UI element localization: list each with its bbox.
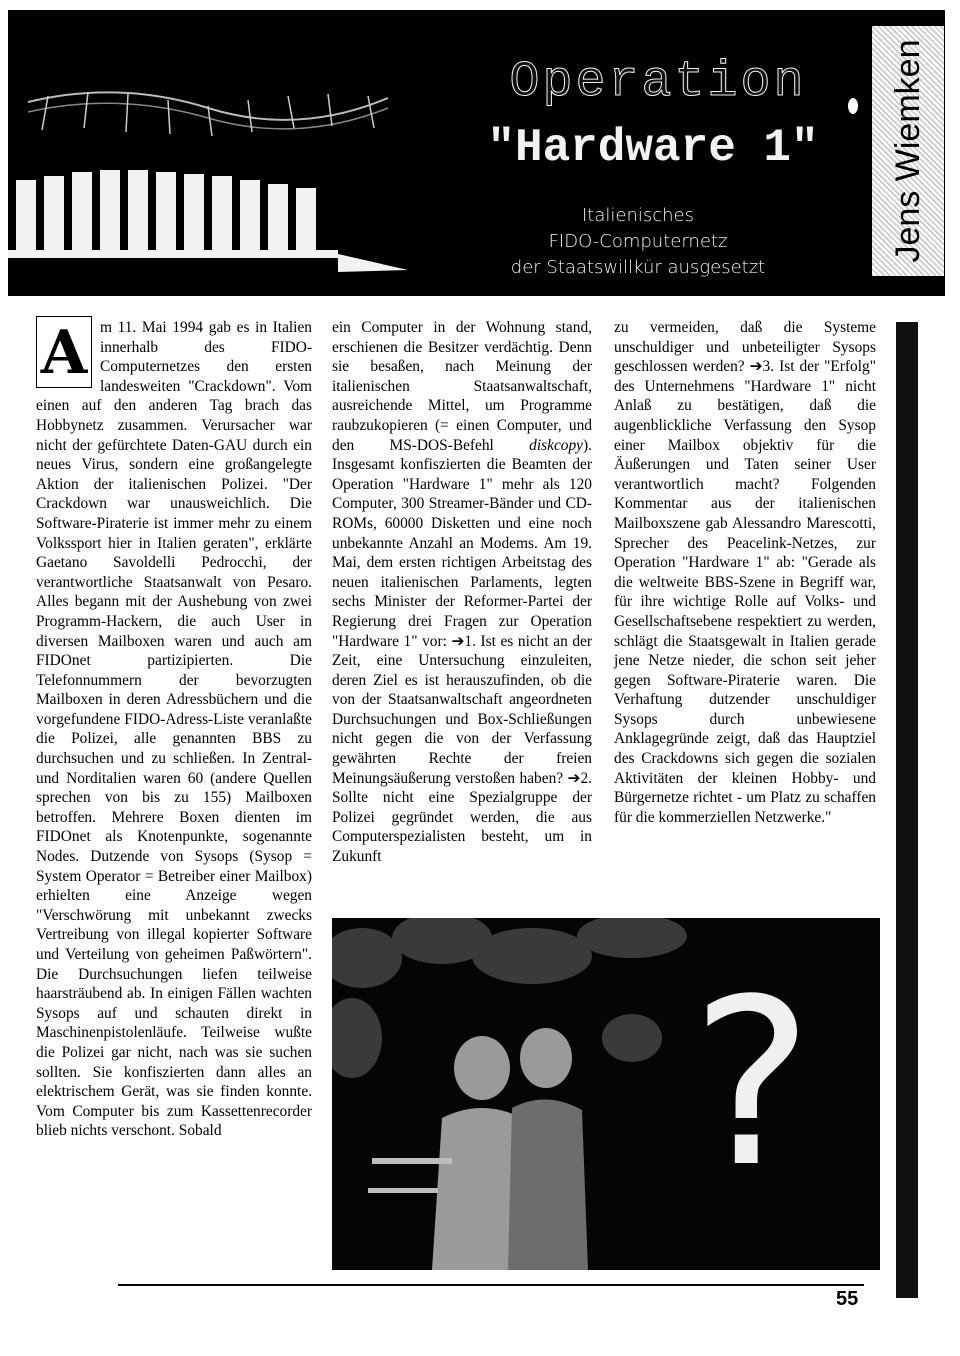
side-rule (896, 322, 918, 1298)
article-column-2 (332, 318, 592, 867)
article-column-1 (36, 318, 312, 1141)
headline-line-1: Operation (509, 54, 807, 111)
drop-cap: A (36, 316, 92, 388)
page-number: 55 (836, 1288, 859, 1310)
article-body (36, 318, 876, 1140)
footer-rule (118, 1284, 864, 1286)
subtitle-line-2: FIDO-Computernetz (548, 231, 728, 252)
article-column-3 (614, 318, 876, 827)
column-2-command: diskcopy (529, 436, 584, 454)
article-photo (332, 918, 880, 1270)
column-2-text-a: ein Computer in der Wohnung stand, erschienen die Besitzer verdächtig. Denn sie besaßen, nach Meinung der italienischen Staatsanwaltschaft, ausreichende Mittel, um Programme raubzukopieren (= einen Computer, und den MS-DOS-Befehl (332, 319, 592, 454)
photo-illustration (332, 918, 880, 1270)
header-banner (8, 10, 945, 296)
fence-illustration (8, 10, 428, 296)
question-mark: ? (690, 951, 814, 1218)
subtitle-line-1: Italienisches (581, 205, 695, 226)
decorative-dot (848, 98, 858, 114)
headline-line-2: "Hardware 1" (487, 122, 819, 174)
column-1-text: m 11. Mai 1994 gab es in Italien innerhalb des FIDO-Computernetzes den ersten landesweiten "Crackdown". Vom einen auf den anderen Tag brach das Hobbynetz zusammen. Verursacher war nicht der gefürchtete Daten-GAU durch ein neues Virus, sondern eine großangelegte Aktion der italienischen Polizei. "Der Crackdown war unausweichlich. Die Software-Piraterie ist immer mehr zu einem Volkssport hier in Italien geraten", erklärte Gaetano Savoldelli Pedrocchi, der verantwortliche Staatsanwalt von Pesaro. Alles begann mit der Aushebung von zwei Programm-Hackern, die auch User in diversen Mailboxen waren und auch am FIDOnet partizipierten. Die Telefonnummern der bevorzugten Mailboxen in deren Adressbüchern und die vorgefundene FIDO-Adress-Liste veranlaßte die Polizei, alle genannten BBS zu durchsuchen und zu schließen. In Zentral- und Norditalien waren 60 (andere Quellen sprechen von bis zu 155) Mailboxen betroffen. Mehrere Boxen dienten im FIDOnet als Knotenpunkte, sogenannte Nodes. Dutzende von Sysops (Sysop = System Operator = Betreiber einer Mailbox) erhielten eine Anzeige wegen "Verschwörung mit unbekannt zwecks Vertreibung von illegal kopierter Software und Verteilung von geheimen Paßwörtern". Die Durchsuchungen liefen teilweise haarsträubend ab. In einigen Fällen wachten Sysops auf und schauten direkt in Maschinenpistolenläufe. Teilweise wußte die Polizei gar nicht, nach was sie suchen sollten. Sie konfiszierten dann alles an elektrischem Gerät, was sie finden konnte. Vom Computer bis zum Kassettenrecorder blieb nichts verschont. Sobald (36, 319, 312, 1140)
subtitle-line-3: der Staatswillkür ausgesetzt (510, 257, 766, 278)
author-name: Jens Wiemken (888, 39, 927, 263)
column-3-text: zu vermeiden, daß die Systeme unschuldiger und unbeteiligter Sysops geschlossen werden? ➔3. Ist der "Erfolg" des Unternehmens "Hardware 1" nicht Anlaß zu bestätigen, daß die augenblickliche Verfassung den Sysop einer Mailbox objektiv für die Äußerungen und Taten seiner User verantwortlich macht? Folgenden Kommentar aus der italienischen Mailboxszene gab Alessandro Marescotti, Sprecher des Peacelink-Netzes, zur Operation "Hardware 1" ab: "Gerade als die weltweite BBS-Szene in Begriff war, für ihre wichtige Rolle auf Volks- und Gesellschaftsebene respektiert zu werden, schlägt die Staatsgewalt in Italien gerade jene Netze nieder, die schon seit jeher gegen Software-Piraterie waren. Die Verhaftung dutzender unschuldiger Sysops durch unbewiesene Anklagegründe zeigt, daß das Hauptziel des Crackdowns sich gegen die sozialen Aktivitäten der kleinen Hobby- und Bürgernetze richtet - um Platz zu schaffen für die kommerziellen Netzwerke." (614, 319, 876, 826)
subtitle (468, 203, 808, 281)
column-2-text-b: ). Insgesamt konfiszierten die Beamten der Operation "Hardware 1" mehr als 120 Computer, 300 Streamer-Bänder und CD-ROMs, 60000 Disketten und eine noch unbekannte Anzahl an Modems. Am 19. Mai, dem ersten richtigen Arbeitstag des neuen italienischen Parlaments, legten sechs Minister der Reformer-Partei der Regierung drei Fragen zur Operation "Hardware 1" vor: ➔1. Ist es nicht an der Zeit, eine Untersuchung einzuleiten, deren Ziel es ist herauszufinden, ob die von der Staatsanwaltschaft angeordneten Durchsuchungen und Box-Schließungen nicht gegen die von der Verfassung gewährten Rechte der freien Meinungsäußerung verstoßen haben? ➔2. Sollte nicht eine Spezialgruppe der Polizei gegründet werden, die aus Computerspezialisten besteht, um in Zukunft (332, 436, 592, 866)
